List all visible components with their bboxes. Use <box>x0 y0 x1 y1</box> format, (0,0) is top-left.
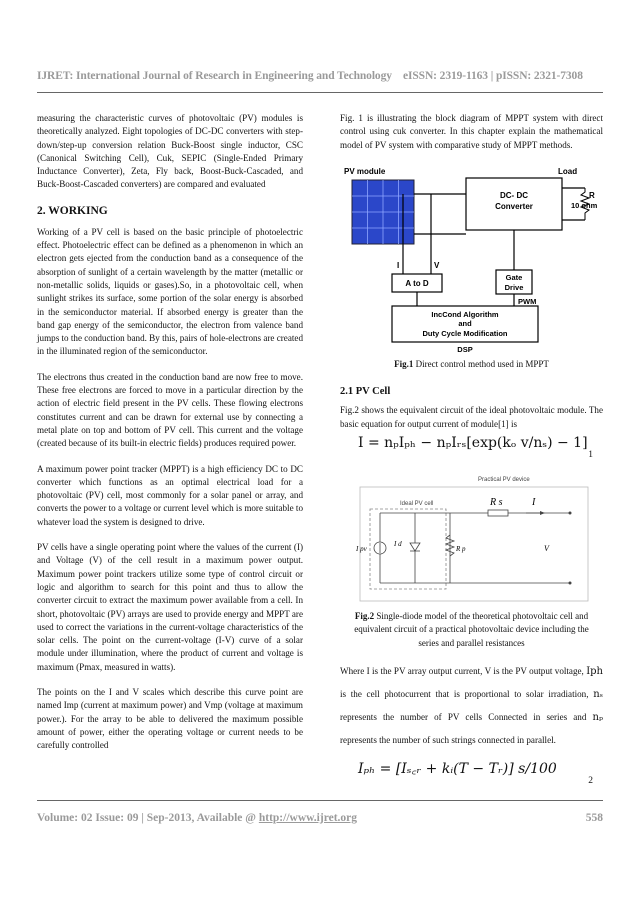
current-arrow <box>540 511 545 515</box>
right-paragraph-3 <box>340 660 603 751</box>
gate-drive-label-1: Gate <box>505 272 523 282</box>
left-paragraph-1: measuring the characteristic curves of photovoltaic (PV) modules is theoretically analyzed. Eight topologies of DC-DC converters with step-down/step-up conversion relation Buck-Boost single inductor, CSC (Canonical Switching Cell), Cuk, SEPIC (Single-Ended Primary Inductance Converter), Zeta, Fly back, Boost-Buck-Cascaded, and Buck-Boost-Cascaded converters) are compared and evaluated <box>37 113 303 190</box>
page-number: 558 <box>585 812 603 824</box>
output-current-label: I <box>532 497 536 509</box>
left-paragraph-3: The electrons thus created in the conduction band are now free to move. These free electrons are forced to move in a particular direction by the action of electric field present in the PV cells. These flowing electrons constitutes current and can be drawn for external use by connecting a metal plate on top and bottom of PV cell. This current and the voltage (created because of its built-in electric fields) produces required power. <box>37 371 303 449</box>
circuit-svg <box>340 471 603 606</box>
resistor-value: 10 ohm <box>571 200 598 210</box>
gate-drive-label-2: Drive <box>504 282 524 292</box>
series-resistor <box>488 510 508 516</box>
resistor-name: R <box>589 190 595 200</box>
ipv-label: I pv <box>356 545 367 554</box>
id-label: I d <box>394 540 402 549</box>
np-symbol: nₚ <box>592 711 603 723</box>
figure-2-caption-text: Single-diode model of the theoretical photovoltaic cell and equivalent circuit of a practical photovoltaic device including the series and parallel resistances <box>354 611 589 648</box>
where-text-1: Where I is the PV array output current, V is the PV output voltage, <box>340 665 584 676</box>
section-heading-working: 2. WORKING <box>37 204 108 217</box>
figure-1-caption <box>340 358 603 371</box>
rs-label: R s <box>490 497 503 509</box>
a-to-d-label: A to D <box>405 278 429 288</box>
left-paragraph-2: Working of a PV cell is based on the basic principle of photoelectric effect. Photoelectric effect can be defined as a phenomenon in which an electron gets ejected from the conduction band as a consequence of the absorption of sunlight of a certain wavelength by the matter (metallic or non-metallic solids, liquids or gases).So, in a photovoltaic cell, when sunlight strikes its surface, some portion of the solar energy is absorbed in the semiconductor material. If absorbed energy is greater than the band gap energy of the semiconductor, the electron from valence band jumps to the conduction band. By this, pairs of hole-electrons are created in the illuminated region of the semiconductor. <box>37 226 303 357</box>
header-rule <box>37 92 603 93</box>
practical-device-label: Practical PV device <box>478 477 530 484</box>
right-paragraph-1: Fig. 1 is illustrating the block diagram of MPPT system with direct control using cuk converter. In this chapter explain the mathematical model of PV system with comparative study of MPPT methods. <box>340 113 603 150</box>
journal-title: IJRET: International Journal of Research in Engineering and Technology <box>37 70 392 82</box>
left-paragraph-5: PV cells have a single operating point where the values of the current (I) and Voltage (V) of the cell result in a maximum power output. Maximum power point trackers utilize some type of control circuit or logic and algorithm to search for this point and thus to allow the converter circuit to extract the maximum power available from a cell. In short, photovoltaic (PV) arrays are used to provide energy and MPPT are used to correct the variations in the current-voltage characteristics of the solar cells. The point on the current-voltage (I-V) curve of a solar module under illumination, where the product of current and voltage is maximum (Pmax, measured in watts). <box>37 542 303 672</box>
equation-2-formula: Iₚₕ = [Iₛ꜀ᵣ + kᵢ(T − Tᵣ)] s/100 <box>358 760 557 777</box>
solar-panel <box>352 180 414 244</box>
running-header <box>37 70 603 82</box>
figure-1-block-diagram <box>340 164 603 354</box>
figure-2-caption <box>348 610 595 650</box>
figure-2-circuit <box>340 471 603 606</box>
equation-2-number: 2 <box>588 775 593 786</box>
converter-label-2: Converter <box>495 201 533 211</box>
algo-label-3: Duty Cycle Modification <box>422 328 508 338</box>
block-diagram-svg <box>340 164 603 354</box>
subsection-heading-pv-cell: 2.1 PV Cell <box>340 386 391 398</box>
equation-1-number: 1 <box>588 450 593 461</box>
figure-1-caption-text: Direct control method used in MPPT <box>413 358 549 369</box>
voltage-label: V <box>434 260 440 270</box>
output-voltage-label: V <box>544 544 549 554</box>
ideal-cell-label: Ideal PV cell <box>400 501 434 508</box>
load-label: Load <box>558 166 578 176</box>
left-paragraph-4: A maximum power point tracker (MPPT) is a high efficiency DC to DC converter which functions as an optimal electrical load for a photovoltaic (PV) cell, most commonly for a solar panel or array, and converts the power to a voltage or current level which is more suitable to whatever load the system is designed to drive. <box>37 463 303 527</box>
iph-symbol: Iph <box>586 665 603 677</box>
equation-1-formula: I = nₚIₚₕ − nₚIᵣₛ[exp(kₒ v/nₛ) − 1] <box>358 435 588 452</box>
right-column <box>340 112 603 797</box>
issn: eISSN: 2319-1163 | pISSN: 2321-7308 <box>402 70 583 82</box>
figure-1-label: Fig.1 <box>394 358 414 369</box>
volume-info: Volume: 02 Issue: 09 | Sep-2013, Available @ <box>37 812 259 824</box>
where-text-4: represents the number of such strings connected in parallel. <box>340 734 556 745</box>
left-paragraph-6: The points on the I and V scales which describe this curve point are named Imp (current at maximum power) and Vmp (voltage at maximum power.). For the array to be able to delivered the maximum possible amount of power, either the operating voltage or current needs to be carefully controlled <box>37 686 303 751</box>
diode-symbol <box>410 543 420 551</box>
ns-symbol: nₛ <box>593 688 603 700</box>
dsp-label: DSP <box>457 344 473 354</box>
where-text-3: represents the number of PV cells Connected in series and <box>340 711 587 722</box>
pv-module-label: PV module <box>344 166 386 176</box>
running-footer <box>37 812 603 824</box>
footer-rule <box>37 800 603 801</box>
current-label: I <box>397 260 400 270</box>
right-paragraph-2: Fig.2 shows the equivalent circuit of the ideal photovoltaic module. The basic equation for output current of module[1] is <box>340 405 603 429</box>
algo-label-2: and <box>458 318 472 328</box>
journal-link[interactable]: http://www.ijret.org <box>258 812 358 824</box>
where-text-2: is the cell photocurrent that is proportional to solar irradiation, <box>340 688 589 699</box>
equation-2 <box>340 760 603 789</box>
rp-label: R p <box>456 545 466 554</box>
figure-2-label: Fig.2 <box>354 611 375 622</box>
equation-1 <box>340 437 603 463</box>
pwm-label: PWM <box>518 296 537 306</box>
converter-label-1: DC- DC <box>500 190 528 200</box>
left-column <box>37 112 303 764</box>
algo-label-1: IncCond Algorithm <box>431 309 499 319</box>
